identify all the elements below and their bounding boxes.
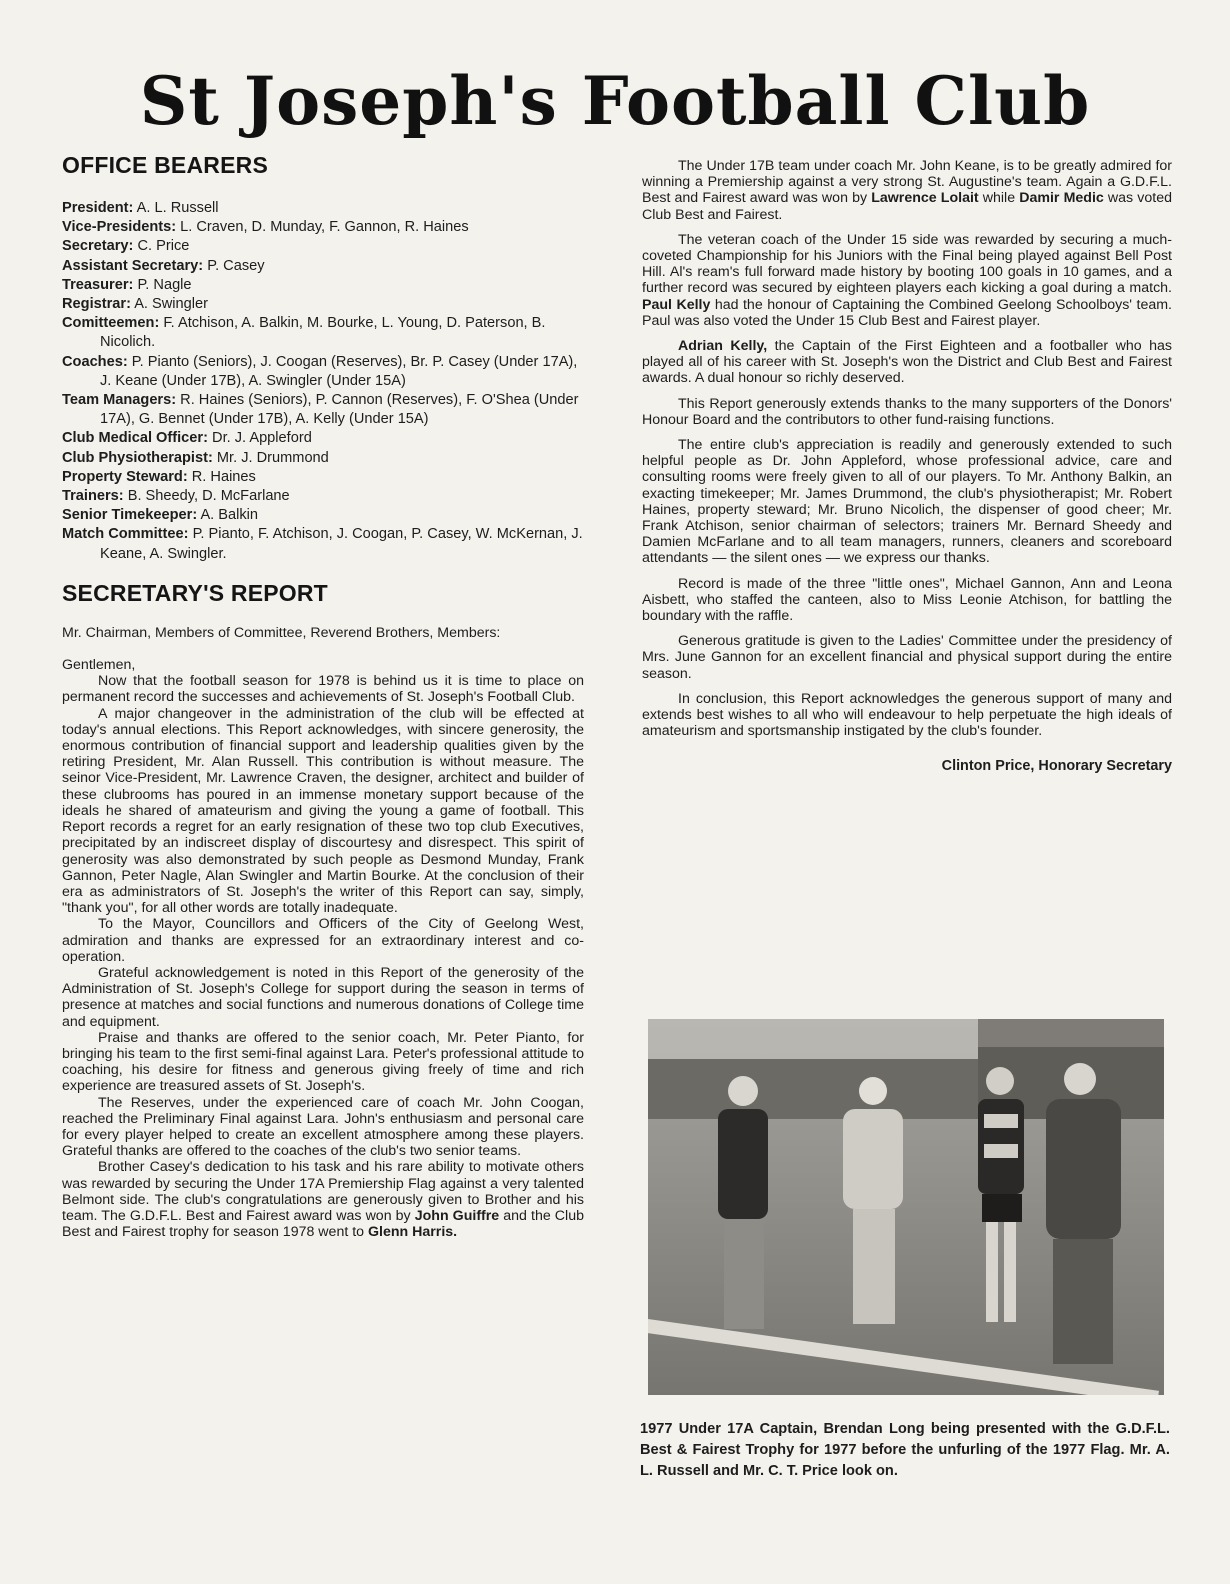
office-bearers-list <box>62 199 584 564</box>
presentation-photo <box>648 1019 1164 1395</box>
bearer-treasurer: Treasurer: P. Nagle <box>62 276 192 293</box>
bearer-vice-presidents: Vice-Presidents: L. Craven, D. Munday, F. Gannon, R. Haines <box>62 219 469 236</box>
photo <box>648 1019 1164 1395</box>
office-bearers-heading: OFFICE BEARERS <box>62 152 268 178</box>
bearer-physiotherapist: Club Physiotherapist: Mr. J. Drummond <box>62 449 329 466</box>
signature: Clinton Price, Honorary Secretary <box>941 757 1172 774</box>
report-paragraph: Grateful acknowledgement is noted in this Report of the generosity of the Administration of St. Joseph's College for support during the season in terms of presence at matches and social functions and numerous donations of College time and equipment. <box>62 964 584 1030</box>
report-paragraph: To the Mayor, Councillors and Officers of the City of Geelong West, admiration and thanks are expressed for an extraordinary interest and co-operation. <box>62 916 584 965</box>
report-paragraph: Now that the football season for 1978 is behind us it is time to place on permanent record the successes and achievements of St. Joseph's Football Club. <box>62 673 584 706</box>
report-paragraph: A major changeover in the administration of the club will be effected at today's annual elections. This Report acknowledges, with sincere generosity, the enormous contribution of financial support and leadership qualities given by the retiring President, Mr. Alan Russell. This contribution is without measure. The seinor Vice-President, Mr. Lawrence Craven, the designer, architect and builder of these clubrooms has poured in an immense monetary support because of the ideals he shared of amateurism and giving the young a game of football. This Report records a regret for an early resignation of these two top club Executives, precipitated by an indiscreet display of discourtesy and disrespect. This spirit of generosity was also demonstrated by such people as Desmond Munday, Frank Gannon, Peter Nagle, Alan Swingler and Martin Bourke. At the conclusion of their era as administrators of St. Joseph's the writer of this Report can say, simply, "thank you", for all other words are totally inadequate. <box>62 705 584 917</box>
bearer-medical-officer: Club Medical Officer: Dr. J. Appleford <box>62 430 312 447</box>
bearer-team-managers: Team Managers: R. Haines (Seniors), P. Cannon (Reserves), F. O'Shea (Under 17A), G. Bennet (Under 17B), A. Kelly (Under 15A) <box>62 392 579 428</box>
bearer-match-committee: Match Committee: P. Pianto, F. Atchison, J. Coogan, P. Casey, W. McKernan, J. Keane, A. Swingler. <box>62 526 583 562</box>
report-paragraph: Generous gratitude is given to the Ladies' Committee under the presidency of Mrs. June Gannon for an excellent financial and physical support during the entire season. <box>642 633 1172 682</box>
report-salutation: Mr. Chairman, Members of Committee, Reverend Brothers, Members: <box>62 624 501 641</box>
photo-caption: 1977 Under 17A Captain, Brendan Long being presented with the G.D.F.L. Best & Fairest Trophy for 1977 before the unfurling of the 1977 Flag. Mr. A. L. Russell and Mr. C. T. Price look on. <box>640 1421 1170 1479</box>
page-title: St Joseph's Football Club <box>139 62 1091 140</box>
secretary-report-heading: SECRETARY'S REPORT <box>62 579 328 606</box>
report-paragraph: The entire club's appreciation is readily and generously extended to such helpful people as Dr. John Appleford, whose professional advice, care and consulting rooms were freely given to all of our players. To Mr. Anthony Balkin, an exacting timekeeper; Mr. James Drummond, the club's physiotherapist; Mr. Robert Haines, property steward; Mr. Bruno Nicolich, the dispenser of good cheer; Mr. Frank Atchison, senior chairman of selectors; trainers Mr. Bernard Sheedy and Damien McFarlane and to all team managers, runners, cleaners and scoreboard attendants — the silent ones — we express our thanks. <box>642 437 1172 567</box>
report-paragraph: The Reserves, under the experienced care of coach Mr. John Coogan, reached the Preliminary Final against Lara. John's enthusiasm and personal care for every player helped to create an excellent atmosphere among these players. Grateful thanks are offered to the coaches of the club's two senior teams. <box>62 1094 584 1160</box>
bearer-registrar: Registrar: A. Swingler <box>62 296 208 313</box>
bearer-president: President: A. L. Russell <box>62 200 219 216</box>
bearer-assistant-secretary: Assistant Secretary: P. Casey <box>62 257 265 274</box>
bearer-property-steward: Property Steward: R. Haines <box>62 468 256 485</box>
report-paragraph: In conclusion, this Report acknowledges the generous support of many and extends best wishes to all who will endeavour to help perpetuate the high ideals of amateurism and sportsmanship instigated by the club's founder. <box>642 690 1172 740</box>
report-greeting: Gentlemen, <box>62 657 136 674</box>
left-column <box>62 152 584 1240</box>
right-column <box>642 158 1172 774</box>
bearer-committeemen: Comitteemen: F. Atchison, A. Balkin, M. Bourke, L. Young, D. Paterson, B. Nicolich. <box>62 315 546 351</box>
report-paragraph: This Report generously extends thanks to the many supporters of the Donors' Honour Board and the contributors to other fund-raising functions. <box>642 395 1172 428</box>
report-paragraph: Praise and thanks are offered to the senior coach, Mr. Peter Pianto, for bringing his team to the first semi-final against Lara. Peter's professional attitude to coaching, his desire for fitness and generous giving freely of time and rich experience are treasured assets of St. Joseph's. <box>62 1029 584 1095</box>
bearer-coaches: Coaches: P. Pianto (Seniors), J. Coogan (Reserves), Br. P. Casey (Under 17A), J. Keane (Under 17B), A. Swingler (Under 15A) <box>62 353 578 389</box>
report-paragraph: Record is made of the three "little ones", Michael Gannon, Ann and Leona Aisbett, who staffed the canteen, also to Miss Leonie Atchison, for battling the boundary with the raffle. <box>642 575 1172 625</box>
report-paragraph: The Under 17B team under coach Mr. John Keane, is to be greatly admired for winning a Premiership against a very strong St. Augustine's team. Again a G.D.F.L. Best and Fairest award was won by Lawrence Lolait while Damir Medic was voted Club Best and Fairest. <box>642 158 1172 223</box>
report-paragraph: Adrian Kelly, the Captain of the First Eighteen and a footballer who has played all of his career with St. Joseph's won the District and Club Best and Fairest awards. A dual honour so richly deserved. <box>642 338 1172 387</box>
report-continued <box>642 158 1172 740</box>
report-paragraph: Brother Casey's dedication to his task and his rare ability to motivate others was rewarded by securing the Under 17A Premiership Flag against a very talented Belmont side. The club's congratulations are generously given to Brother and his team. The G.D.F.L. Best and Fairest award was won by John Guiffre and the Club Best and Fairest trophy for season 1978 went to Glenn Harris. <box>62 1159 584 1241</box>
bearer-secretary: Secretary: C. Price <box>62 238 190 255</box>
secretary-report-body <box>62 625 584 1241</box>
bearer-trainers: Trainers: B. Sheedy, D. McFarlane <box>62 488 290 505</box>
report-paragraph: The veteran coach of the Under 15 side was rewarded by securing a much-coveted Championship for his Juniors with the Final being played against Bell Post Hill. Al's ream's full forward made history by booting 100 goals in 10 games, and a further record was secured by eighteen players each kicking a goal during a match. Paul Kelly had the honour of Captaining the Combined Geelong Schoolboys' team. Paul was also voted the Under 15 Club Best and Fairest player. <box>642 231 1172 329</box>
bearer-senior-timekeeper: Senior Timekeeper: A. Balkin <box>62 507 259 524</box>
